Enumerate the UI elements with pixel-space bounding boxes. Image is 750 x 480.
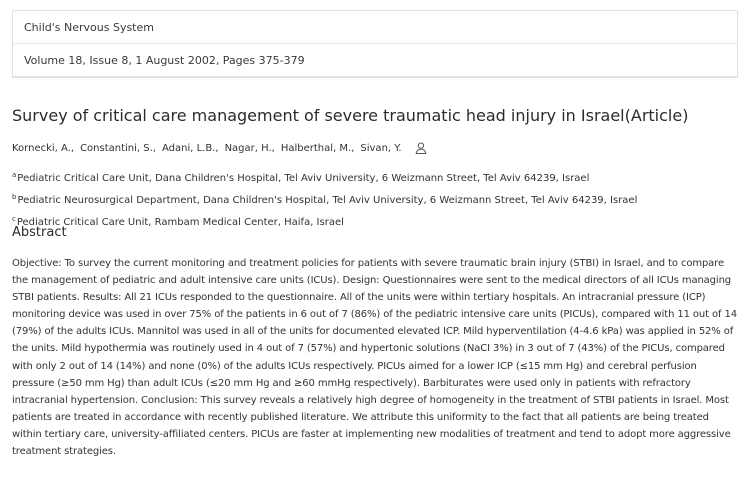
author-name[interactable]: Constantini, S.,: [80, 142, 156, 154]
issue-info: Volume 18, Issue 8, 1 August 2002, Pages 375-379: [13, 44, 737, 77]
author-name[interactable]: Kornecki, A.,: [12, 142, 75, 154]
affiliation-text: Pediatric Critical Care Unit, Rambam Medical Center, Haifa, Israel: [16, 217, 344, 228]
article-title: Survey of critical care management of severe traumatic head injury in Israel(Article): [12, 106, 689, 125]
author-name[interactable]: Adani, L.B.,: [161, 142, 219, 154]
source-card: [12, 10, 738, 78]
author-list: [12, 141, 428, 155]
author-name[interactable]: Sivan, Y.: [360, 142, 402, 154]
author-name[interactable]: Nagar, H.,: [224, 142, 275, 154]
journal-name[interactable]: Child's Nervous System: [13, 11, 737, 44]
affiliation-list: [12, 166, 637, 232]
affiliation-item: [12, 188, 637, 210]
author-name[interactable]: Halberthal, M.,: [280, 142, 355, 154]
affiliation-item: [12, 166, 637, 188]
affiliation-mark: a: [12, 171, 17, 179]
affiliation-mark: b: [12, 193, 17, 201]
affiliation-text: Pediatric Critical Care Unit, Dana Children's Hospital, Tel Aviv University, 6 Weizmann Street, Tel Aviv 64239, Israel: [17, 173, 590, 184]
affiliation-item: [12, 210, 637, 232]
affiliation-mark: c: [12, 215, 16, 223]
person-icon[interactable]: [414, 141, 428, 155]
affiliation-text: Pediatric Neurosurgical Department, Dana Children's Hospital, Tel Aviv University, 6 Weizmann Street, Tel Aviv 64239, Israel: [17, 195, 638, 206]
abstract-heading: Abstract: [12, 225, 67, 240]
abstract-text: Objective: To survey the current monitoring and treatment policies for patients with severe traumatic brain injury (STBI) in Israel, and to compare the management of pediatric and adult intensive care units (ICUs). Design: Questionnaires were sent to the medical directors of all ICUs managing STBI patients. Results: All 21 ICUs responded to the questionnaire. All of the units were within tertiary hospitals. An intracranial pressure (ICP) monitoring device was used in over 75% of the patients in 6 out of 7 (86%) of the pediatric intensive care units (PICUs), compared with 11 out of 14 (79%) of the adults ICUs. Mannitol was used in all of the units for documented elevated ICP. Mild hyperventilation (4-4.6 kPa) was applied in 52% of the units. Mild hypothermia was routinely used in 4 out of 7 (57%) and hypertonic solutions (NaCI 3%) in 3 out of 7 (43%) of the PICUs, compared with only 2 out of 14 (14%) and none (0%) of the adults ICUs respectively. PICUs aimed for a lower ICP (≤15 mm Hg) and cerebral perfusion pressure (≥50 mm Hg) than adult ICUs (≤20 mm Hg and ≥60 mmHg respectively). Barbiturates were used only in patients with refractory intracranial hypertension. Conclusion: This survey reveals a relatively high degree of homogeneity in the treatment of STBI patients in Israel. Most patients are treated in accordance with recently published literature. We attribute this uniformity to the fact that all patients are being treated within tertiary care, university-affiliated centers. PICUs are faster at implementing new modalities of treatment and tend to adopt more aggressive treatment strategies.: [12, 258, 737, 458]
